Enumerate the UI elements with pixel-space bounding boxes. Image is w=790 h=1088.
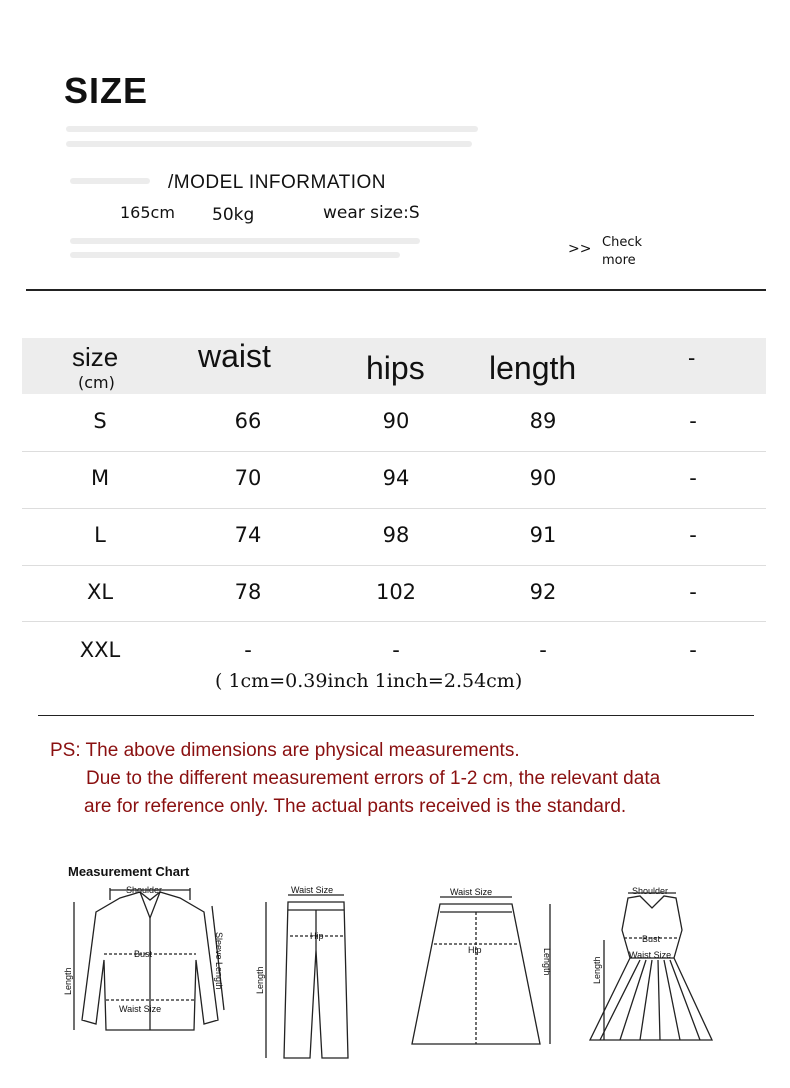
cell-size: XL <box>86 580 114 604</box>
blurred-text <box>70 178 150 184</box>
blurred-text <box>70 252 400 258</box>
cell-hips: - <box>392 638 400 662</box>
table-row <box>22 452 766 509</box>
cell-length: - <box>539 638 547 662</box>
blurred-text <box>66 141 472 147</box>
header-size-unit: (cm) <box>78 373 115 392</box>
cell-length: 89 <box>529 409 557 433</box>
cell-size: XXL <box>79 638 121 662</box>
cell-extra: - <box>689 638 697 662</box>
pants-diagram <box>266 895 348 1058</box>
table-row <box>22 509 766 566</box>
cell-waist: - <box>244 638 252 662</box>
model-height: 165cm <box>120 203 175 222</box>
note-line-3: are for reference only. The actual pants received is the standard. <box>84 796 627 817</box>
cell-waist: 70 <box>234 466 262 490</box>
pants-length-label: Length <box>255 966 265 994</box>
shirt-length-label: Length <box>63 967 73 995</box>
dress-shoulder-label: Shoulder <box>632 886 669 896</box>
shirt-diagram <box>74 888 224 1030</box>
cell-hips: 98 <box>382 523 410 547</box>
shirt-sleeve-label: Sleeve Length <box>214 932 224 990</box>
table-row <box>22 395 766 452</box>
note-line-1: PS: The above dimensions are physical measurements. <box>50 740 520 761</box>
row-divider <box>22 621 766 622</box>
divider <box>26 289 766 291</box>
cell-hips: 102 <box>375 580 417 604</box>
pants-hip-label: Hip <box>310 931 324 941</box>
cell-waist: 66 <box>234 409 262 433</box>
cell-extra: - <box>689 409 697 433</box>
header-hips: hips <box>366 350 425 386</box>
shirt-bust-label: Bust <box>134 949 153 959</box>
skirt-length-label: Length <box>542 948 552 976</box>
cell-waist: 78 <box>234 580 262 604</box>
blurred-text <box>66 126 478 132</box>
dress-length-label: Length <box>592 956 602 984</box>
dress-waist-label: Waist Size <box>629 950 672 960</box>
skirt-waist-label: Waist Size <box>450 887 493 897</box>
model-wear-size: wear size:S <box>323 203 420 223</box>
measurement-chart-title: Measurement Chart <box>68 864 190 879</box>
shirt-waist-label: Waist Size <box>119 1004 162 1014</box>
check-more-arrow-icon[interactable]: >> <box>568 241 592 257</box>
divider <box>38 715 754 716</box>
check-more-link[interactable] <box>602 234 642 270</box>
check-more-line2: more <box>602 253 636 268</box>
model-info-title: /MODEL INFORMATION <box>168 172 386 193</box>
cell-size: S <box>93 409 107 433</box>
header-extra: - <box>688 345 696 370</box>
pants-waist-label: Waist Size <box>291 885 334 895</box>
cell-extra: - <box>689 466 697 490</box>
header-waist: waist <box>198 338 271 374</box>
table-row <box>22 566 766 623</box>
cell-size: L <box>94 523 106 547</box>
page-title: SIZE <box>64 70 149 111</box>
header-length: length <box>489 350 577 386</box>
cell-size: M <box>90 466 110 490</box>
note-line-2: Due to the different measurement errors of 1-2 cm, the relevant data <box>86 768 661 789</box>
dress-diagram <box>590 893 712 1040</box>
skirt-hip-label: Hip <box>468 945 482 955</box>
skirt-diagram <box>412 897 550 1044</box>
shirt-shoulder-label: Shoulder <box>126 885 163 895</box>
cell-waist: 74 <box>234 523 262 547</box>
cell-hips: 90 <box>382 409 410 433</box>
dress-bust-label: Bust <box>642 934 661 944</box>
check-more-line1: Check <box>602 235 642 250</box>
cell-length: 90 <box>529 466 557 490</box>
unit-conversion: ( 1cm=0.39inch 1inch=2.54cm) <box>215 670 523 692</box>
cell-length: 91 <box>529 523 557 547</box>
header-size: size <box>72 342 119 372</box>
blurred-text <box>70 238 420 244</box>
cell-hips: 94 <box>382 466 410 490</box>
cell-extra: - <box>689 523 697 547</box>
model-weight: 50kg <box>212 205 255 225</box>
cell-extra: - <box>689 580 697 604</box>
cell-length: 92 <box>529 580 557 604</box>
